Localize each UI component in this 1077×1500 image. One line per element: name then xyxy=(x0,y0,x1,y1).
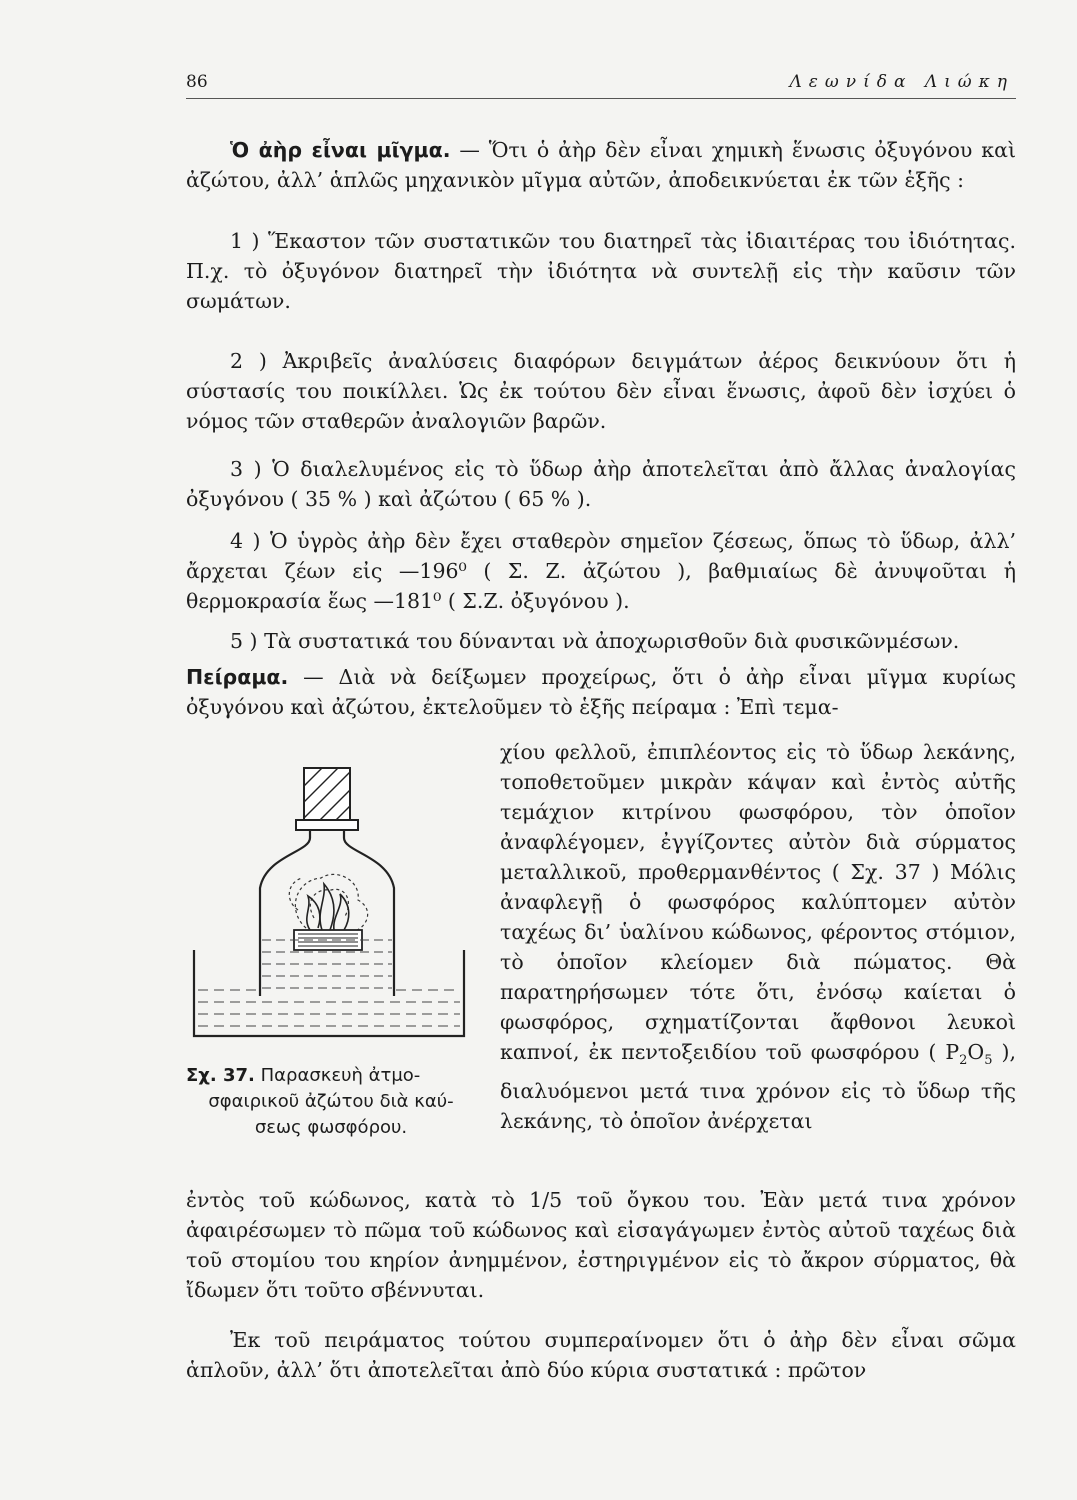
page-header xyxy=(186,68,1016,99)
experiment-bottom-text: ἐντὸς τοῦ κώδωνος, κατὰ τὸ 1/5 τοῦ ὄγκου του. Ἐὰν μετά τινα χρόνον ἀφαιρέσωμεν τὸ πῶμα τοῦ κώδωνος καὶ εἰσαγάγωμεν ἐντὸς αὐτοῦ ταχέως διὰ τοῦ στομίου του κηρίον ἀνημμένον, ἐστηριγμένον εἰς τὸ ἄκρον σύρματος, θὰ ἴδωμεν ὅτι τοῦτο σβέννυται. xyxy=(186,1188,1016,1302)
list-item-1: 1 ) Ἕκαστον τῶν συστατικῶν του διατηρεῖ τὰς ἰδιαιτέρας του ἰδιότητας. Π.χ. τὸ ὀξυγόνον διατηρεῖ τὴν ἰδιότητα νὰ συντελῇ εἰς τὴν καῦσιν τῶν σωμάτων. xyxy=(186,229,1016,313)
caption-line-3: σεως φωσφόρου. xyxy=(254,1117,408,1138)
intro-text: — Ὅτι ὁ ἀὴρ δὲν εἶναι χημικὴ ἕνωσις ὀξυγόνου καὶ ἀζώτου, ἀλλ’ ἁπλῶς μηχανικὸν μῖγμα αὐτῶν, ἀποδεικνύεται ἐκ τῶν ἑξῆς : xyxy=(186,138,1016,192)
section-heading: Ὁ ἀὴρ εἶναι μῖγμα. xyxy=(230,138,451,162)
figure-caption xyxy=(186,1063,476,1141)
list-item-2: 2 ) Ἀκριβεῖς ἀναλύσεις διαφόρων δειγμάτων ἀέρος δεικνύουν ὅτι ἡ σύστασίς του ποικίλλει. Ὡς ἐκ τούτου δὲν εἶναι ἕνωσις, ἀφοῦ δὲν ἰσχύει ὁ νόμος τῶν σταθερῶν ἀναλογιῶν βαρῶν. xyxy=(186,349,1016,433)
caption-prefix: Σχ. 37. xyxy=(186,1065,255,1086)
intro-paragraph xyxy=(186,135,1016,195)
experiment-paragraph xyxy=(186,662,1016,722)
experiment-side-text xyxy=(500,737,1016,1136)
water-in-basin xyxy=(198,990,460,1026)
caption-text-1: Παρασκευὴ ἀτμο- xyxy=(254,1065,421,1086)
list-item-4: 4 ) Ὁ ὑγρὸς ἀὴρ δὲν ἔχει σταθερὸν σημεῖον ζέσεως, ὅπως τὸ ὕδωρ, ἀλλ’ ἄρχεται ζέων εἰς —196⁰ ( Σ. Ζ. ἀζώτου ), βαθμιαίως δὲ ἀνυψοῦται ἡ θερμοκρασία ἕως —181⁰ ( Σ.Ζ. ὀξυγόνου ). xyxy=(186,529,1016,613)
formula-close: ), διαλυόμενοι μετά τινα χρόνον εἰς τὸ ὕδωρ τῆς λεκάνης, τὸ ὁποῖον ἀνέρχεται xyxy=(500,1040,1016,1134)
list-item-3: 3 ) Ὁ διαλελυμένος εἰς τὸ ὕδωρ ἀὴρ ἀποτελεῖται ἀπὸ ἄλλας ἀναλογίας ὀξυγόνου ( 35 % ) καὶ ἀζώτου ( 65 % ). xyxy=(186,457,1016,511)
figure-37 xyxy=(186,760,476,1060)
smoke xyxy=(289,874,367,932)
experiment-heading: Πείραμα. xyxy=(186,665,289,689)
experiment-text-side: χίου φελλοῦ, ἐπιπλέοντος εἰς τὸ ὕδωρ λεκάνης, τοποθετοῦμεν μικρὰν κάψαν καὶ ἐντὸς αὐτῆς τεμάχιον κιτρίνου φωσφόρου, τὸν ὁποῖον ἀναφλέγομεν, ἐγγίζοντες αὐτὸν διὰ σύρματος μεταλλικοῦ, προθερμανθέντος ( Σχ. 37 ) Μόλις ἀναφλεγῇ ὁ φωσφόρος καλύπτομεν αὐτὸν ταχέως δι’ ὑαλίνου κώδωνος, φέροντος στόμιον, τὸ ὁποῖον κλείομεν διὰ πώματος. Θὰ παρατηρήσωμεν τότε ὅτι, ἐνόσῳ καίεται ὁ φωσφόρος, σχηματίζονται ἄφθονοι λευκοὶ καπνοί, ἐκ πεντοξειδίου τοῦ φωσφόρου xyxy=(500,740,1016,1064)
bell-jar xyxy=(260,830,394,996)
page-number: 86 xyxy=(186,72,208,92)
stopper xyxy=(296,768,358,830)
water-basin xyxy=(194,950,464,1036)
formula-open: ( P xyxy=(928,1040,960,1064)
list-item-5: 5 ) Τὰ συστατικά του δύνανται νὰ ἀποχωρισθοῦν διὰ φυσικῶνμέσων. xyxy=(230,629,960,653)
formula-o: O xyxy=(967,1040,985,1064)
running-title: Λεωνίδα Λιώκη xyxy=(789,72,1014,92)
caption-line-1 xyxy=(186,1063,476,1089)
formula-sub-2: 2 xyxy=(959,1053,968,1069)
conclusion-paragraph: Ἐκ τοῦ πειράματος τούτου συμπεραίνομεν ὅτι ὁ ἀὴρ δὲν εἶναι σῶμα ἁπλοῦν, ἀλλ’ ὅτι ἀποτελεῖται ἀπὸ δύο κύρια συστατικά : πρῶτον xyxy=(186,1328,1016,1382)
formula-sub-5: 5 xyxy=(984,1053,993,1069)
bell-jar-diagram xyxy=(186,760,476,1060)
caption-line-2: σφαιρικοῦ ἀζώτου διὰ καύ- xyxy=(208,1091,454,1112)
experiment-text-top: — Διὰ νὰ δείξωμεν προχείρως, ὅτι ὁ ἀὴρ εἶναι μῖγμα κυρίως ὀξυγόνου καὶ ἀζώτου, ἐκτελοῦμεν τὸ ἑξῆς πείραμα : Ἐπὶ τεμα- xyxy=(186,665,1016,719)
